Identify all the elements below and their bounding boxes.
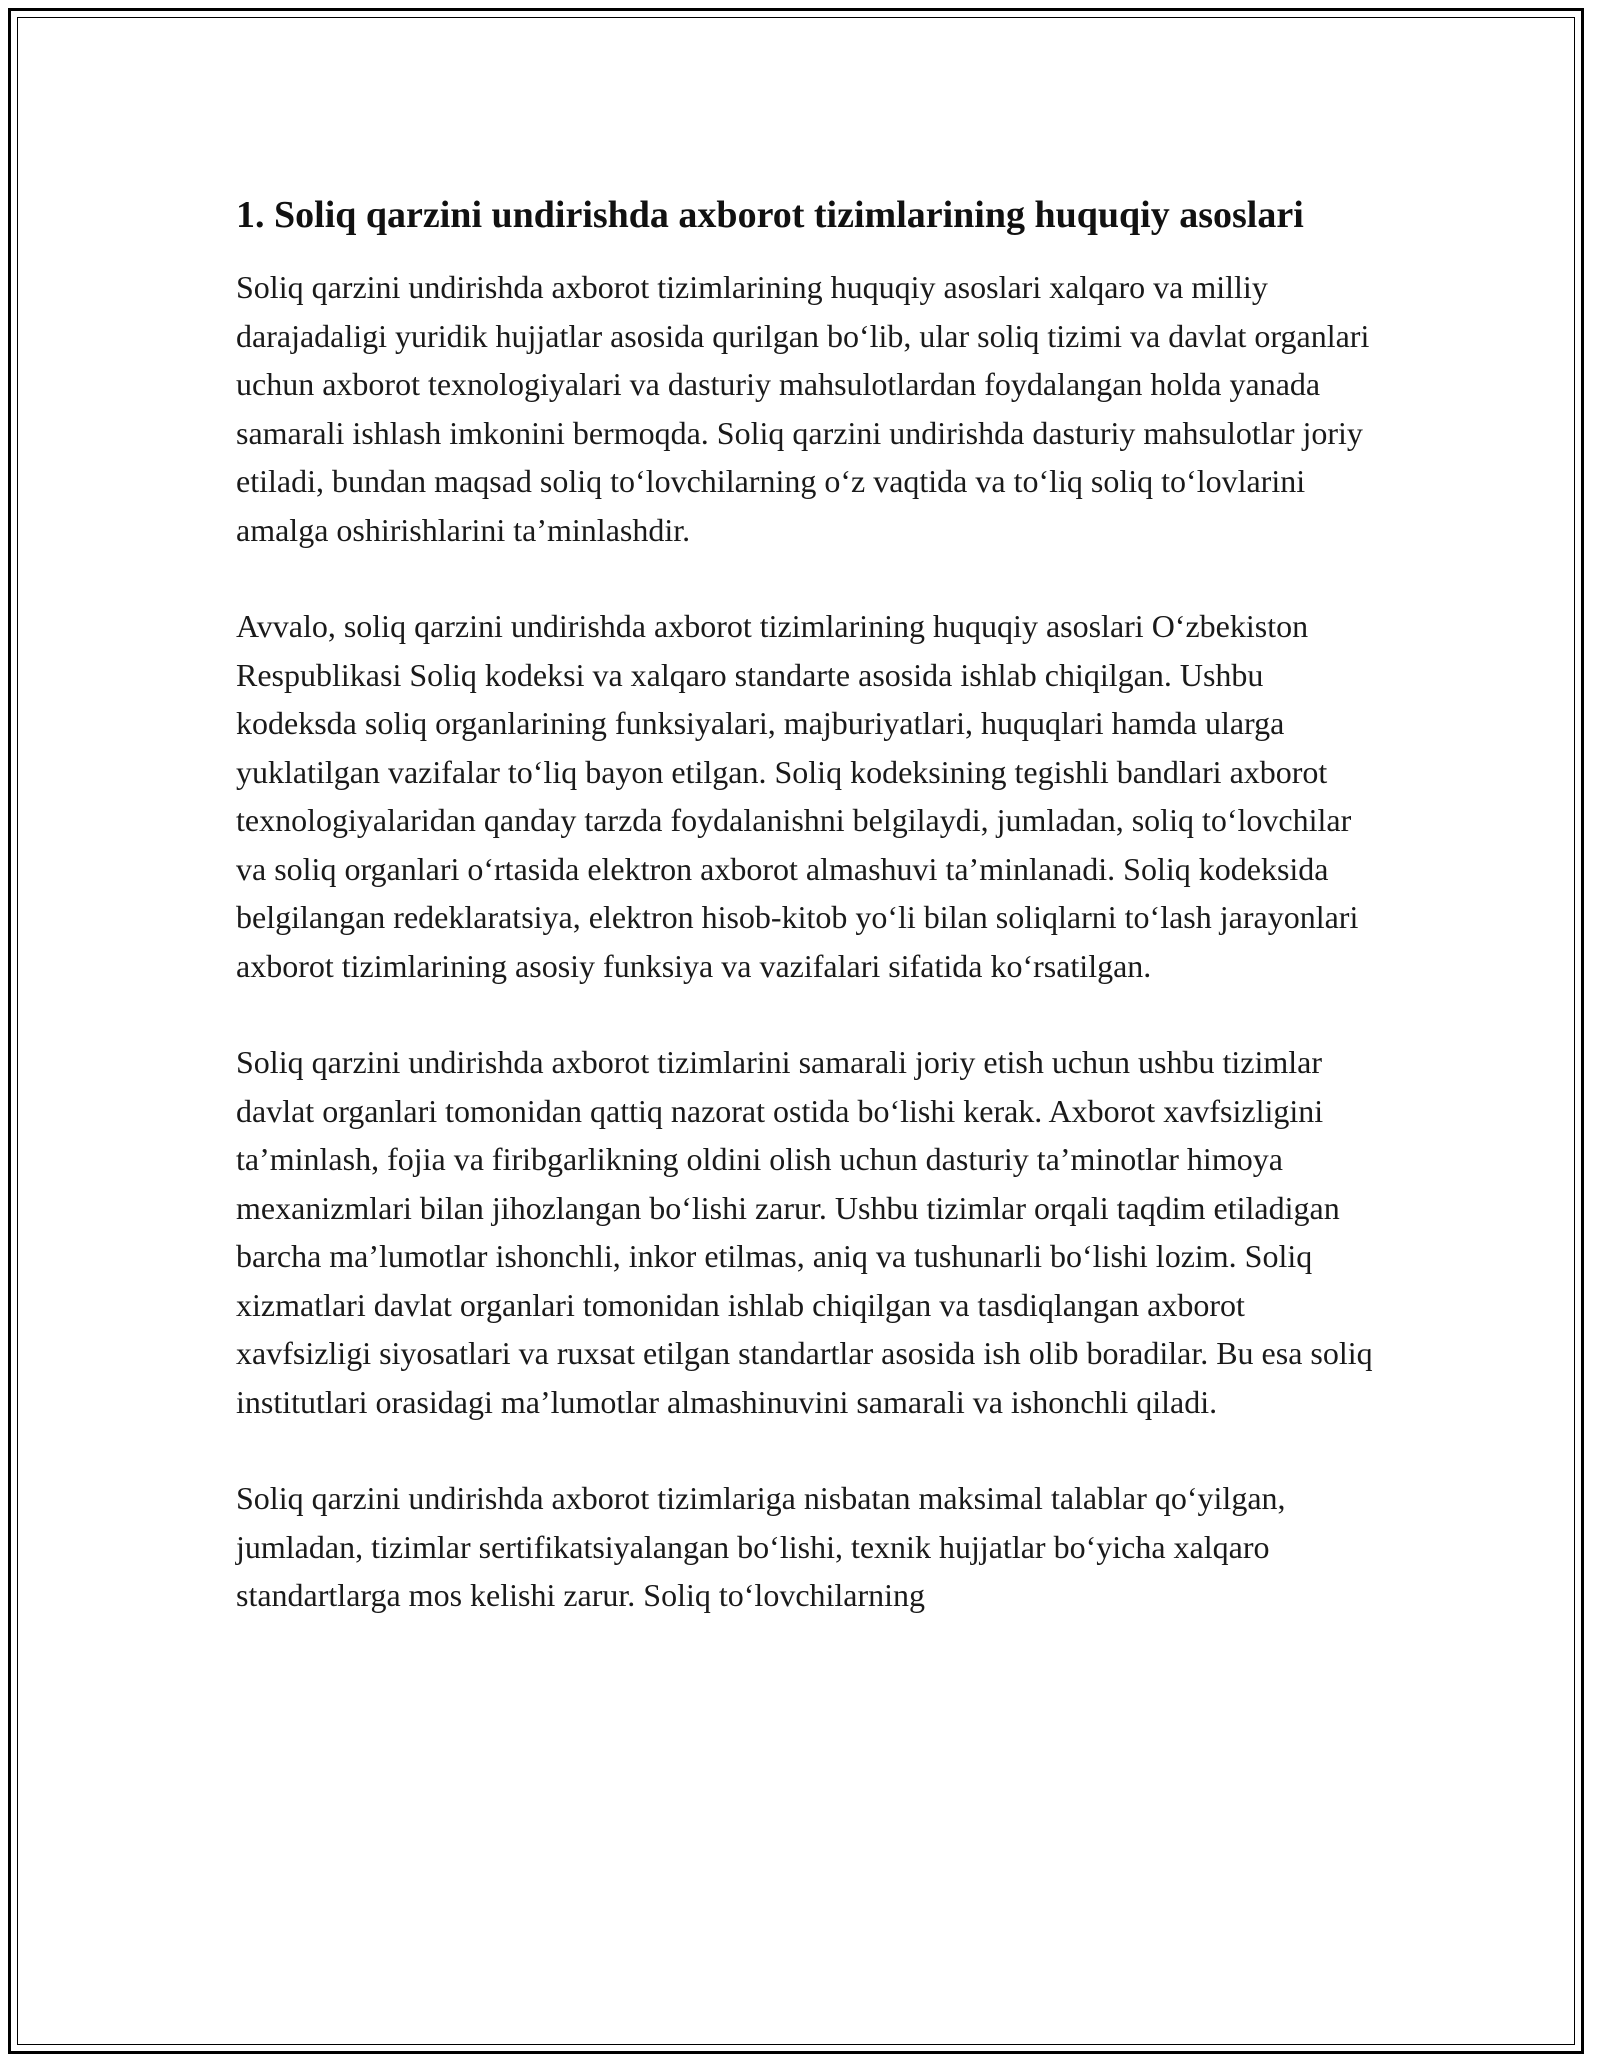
- paragraph-4: Soliq qarzini undirishda axborot tizimlariga nisbatan maksimal talablar qo‘yilgan, jumladan, tizimlar sertifikatsiyalangan bo‘lishi, texnik hujjatlar bo‘yicha xalqaro standartlarga mos kelishi zarur. Soliq to‘lovchilarning: [236, 1480, 1286, 1613]
- paragraph-2: Avvalo, soliq qarzini undirishda axborot tizimlarining huquqiy asoslari O‘zbekiston Respublikasi Soliq kodeksi va xalqaro standarte asosida ishlab chiqilgan. Ushbu kodeksda soliq organlarining funksiyalari, majburiyatlari, huquqlari hamda ularga yuklatilgan vazifalar to‘liq bayon etilgan. Soliq kodeksining tegishli bandlari axborot texnologiyalaridan qanday tarzda foydalanishni belgilaydi, jumladan, soliq to‘lovchilar va soliq organlari o‘rtasida elektron axborot almashuvi ta’minlanadi. Soliq kodeksida belgilangan redeklaratsiya, elektron hisob-kitob yo‘li bilan soliqlarni to‘lash jarayonlari axborot tizimlarining asosiy funksiya va vazifalari sifatida ko‘rsatilgan.: [236, 608, 1359, 984]
- section-heading: 1. Soliq qarzini undirishda axborot tizimlarining huquqiy asoslari: [236, 194, 1304, 236]
- paragraph-1: Soliq qarzini undirishda axborot tizimlarining huquqiy asoslari xalqaro va milliy darajadaligi yuridik hujjatlar asosida qurilgan bo‘lib, ular soliq tizimi va davlat organlari uchun axborot texnologiyalari va dasturiy mahsulotlardan foydalangan holda yanada samarali ishlash imkonini bermoqda. Soliq qarzini undirishda dasturiy mahsulotlar joriy etiladi, bundan maqsad soliq to‘lovchilarning o‘z vaqtida va to‘liq soliq to‘lovlarini amalga oshirishlarini ta’minlashdir.: [236, 269, 1370, 548]
- document-content: [236, 188, 1376, 1668]
- paragraph-3: Soliq qarzini undirishda axborot tizimlarini samarali joriy etish uchun ushbu tizimlar davlat organlari tomonidan qattiq nazorat ostida bo‘lishi kerak. Axborot xavfsizligini ta’minlash, fojia va firibgarlikning oldini olish uchun dasturiy ta’minotlar himoya mexanizmlari bilan jihozlangan bo‘lishi zarur. Ushbu tizimlar orqali taqdim etiladigan barcha ma’lumotlar ishonchli, inkor etilmas, aniq va tushunarli bo‘lishi lozim. Soliq xizmatlari davlat organlari tomonidan ishlab chiqilgan va tasdiqlangan axborot xavfsizligi siyosatlari va ruxsat etilgan standartlar asosida ish olib boradilar. Bu esa soliq institutlari orasidagi ma’lumotlar almashinuvini samarali va ishonchli qiladi.: [236, 1044, 1373, 1420]
